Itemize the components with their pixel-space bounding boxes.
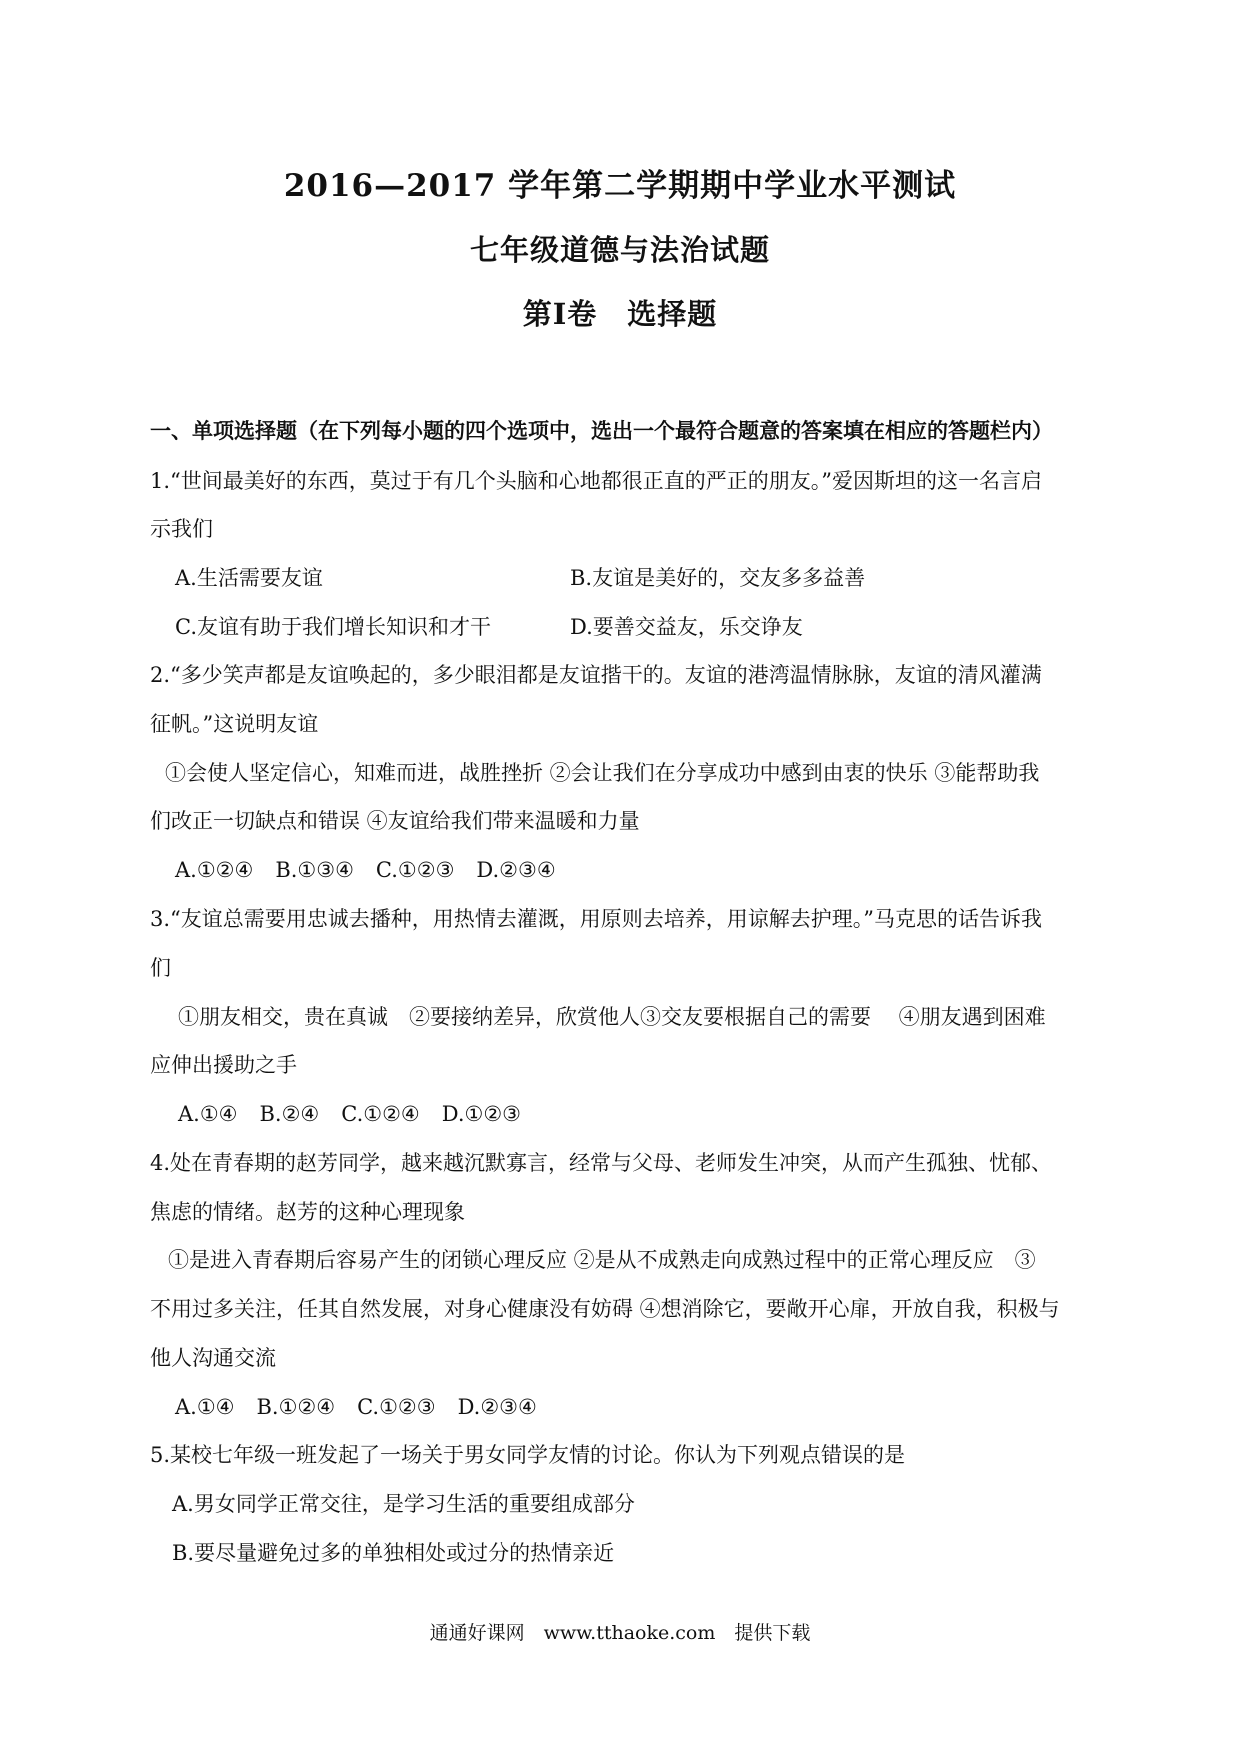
question-4-options	[175, 1392, 559, 1422]
question-2-statement-line-1: ①会使人坚定信心，知难而进，战胜挫折 ②会让我们在分享成功中感到由衷的快乐 ③能帮助我	[165, 761, 1040, 785]
volume-title: 第Ⅰ卷 选择题	[522, 297, 718, 331]
footer-source: 通通好课网 www.tthaoke.com 提供下载	[429, 1622, 811, 1644]
exam-title: 2016—2017 学年第二学期期中学业水平测试	[283, 168, 957, 204]
question-3-stem-line-2: 们	[150, 956, 171, 980]
question-2-option-c: C.①②③	[375, 858, 455, 882]
question-2-option-b: B.①③④	[275, 858, 354, 882]
question-3-option-a: A.①④	[178, 1102, 238, 1126]
question-4-option-a: A.①④	[175, 1395, 235, 1419]
question-1-option-b: B.友谊是美好的，交友多多益善	[570, 566, 866, 590]
question-4-statement-line-3: 他人沟通交流	[150, 1346, 276, 1370]
question-3-options	[178, 1099, 543, 1129]
question-4-option-d: D.②③④	[457, 1395, 537, 1419]
question-1-stem-line-1: 1.“世间最美好的东西，莫过于有几个头脑和心地都很正直的严正的朋友。”爱因斯坦的这一名言启	[150, 469, 1043, 493]
question-3-statement-line-1: ①朋友相交，贵在真诚 ②要接纳差异，欣赏他人③交友要根据自己的需要 ④朋友遇到困难	[178, 1005, 1046, 1029]
question-2-stem-line-1: 2.“多少笑声都是友谊唤起的，多少眼泪都是友谊揩干的。友谊的港湾温情脉脉，友谊的清风灌满	[150, 663, 1042, 687]
question-3-option-c: C.①②④	[341, 1102, 420, 1126]
question-3-option-b: B.②④	[259, 1102, 320, 1126]
exam-subtitle: 七年级道德与法治试题	[469, 233, 770, 267]
question-2-option-d: D.②③④	[476, 858, 556, 882]
question-4-stem-line-2: 焦虑的情绪。赵芳的这种心理现象	[150, 1200, 465, 1224]
question-4-option-c: C.①②③	[357, 1395, 436, 1419]
question-5-option-b: B.要尽量避免过多的单独相处或过分的热情亲近	[172, 1541, 615, 1565]
question-3-stem-line-1: 3.“友谊总需要用忠诚去播种，用热情去灌溉，用原则去培养，用谅解去护理。”马克思的话告诉我	[150, 907, 1043, 931]
question-4-statement-line-1: ①是进入青春期后容易产生的闭锁心理反应 ②是从不成熟走向成熟过程中的正常心理反应 ③	[168, 1248, 1036, 1272]
question-1-option-c: C.友谊有助于我们增长知识和才干	[175, 615, 491, 639]
question-1-option-d: D.要善交益友，乐交诤友	[570, 615, 803, 639]
question-2-statement-line-2: 们改正一切缺点和错误 ④友谊给我们带来温暖和力量	[150, 809, 640, 833]
question-4-option-b: B.①②④	[256, 1395, 336, 1419]
question-2-options	[175, 855, 578, 885]
question-3-statement-line-2: 应伸出援助之手	[150, 1053, 297, 1077]
question-1-option-a: A.生活需要友谊	[175, 566, 323, 590]
question-5-option-a: A.男女同学正常交往，是学习生活的重要组成部分	[172, 1492, 635, 1516]
question-2-stem-line-2: 征帆。”这说明友谊	[150, 712, 319, 736]
question-5-stem-line-1: 5.某校七年级一班发起了一场关于男女同学友情的讨论。你认为下列观点错误的是	[150, 1443, 906, 1467]
question-3-option-d: D.①②③	[441, 1102, 521, 1126]
question-4-stem-line-1: 4.处在青春期的赵芳同学，越来越沉默寡言，经常与父母、老师发生冲突，从而产生孤独、忧郁、	[150, 1151, 1053, 1175]
question-4-statement-line-2: 不用过多关注，任其自然发展，对身心健康没有妨碍 ④想消除它，要敞开心扉，开放自我，积极与	[150, 1297, 1060, 1321]
question-2-option-a: A.①②④	[175, 858, 254, 882]
section-heading: 一、单项选择题（在下列每小题的四个选项中，选出一个最符合题意的答案填在相应的答题栏内）	[150, 418, 1053, 443]
question-1-stem-line-2: 示我们	[150, 517, 213, 541]
